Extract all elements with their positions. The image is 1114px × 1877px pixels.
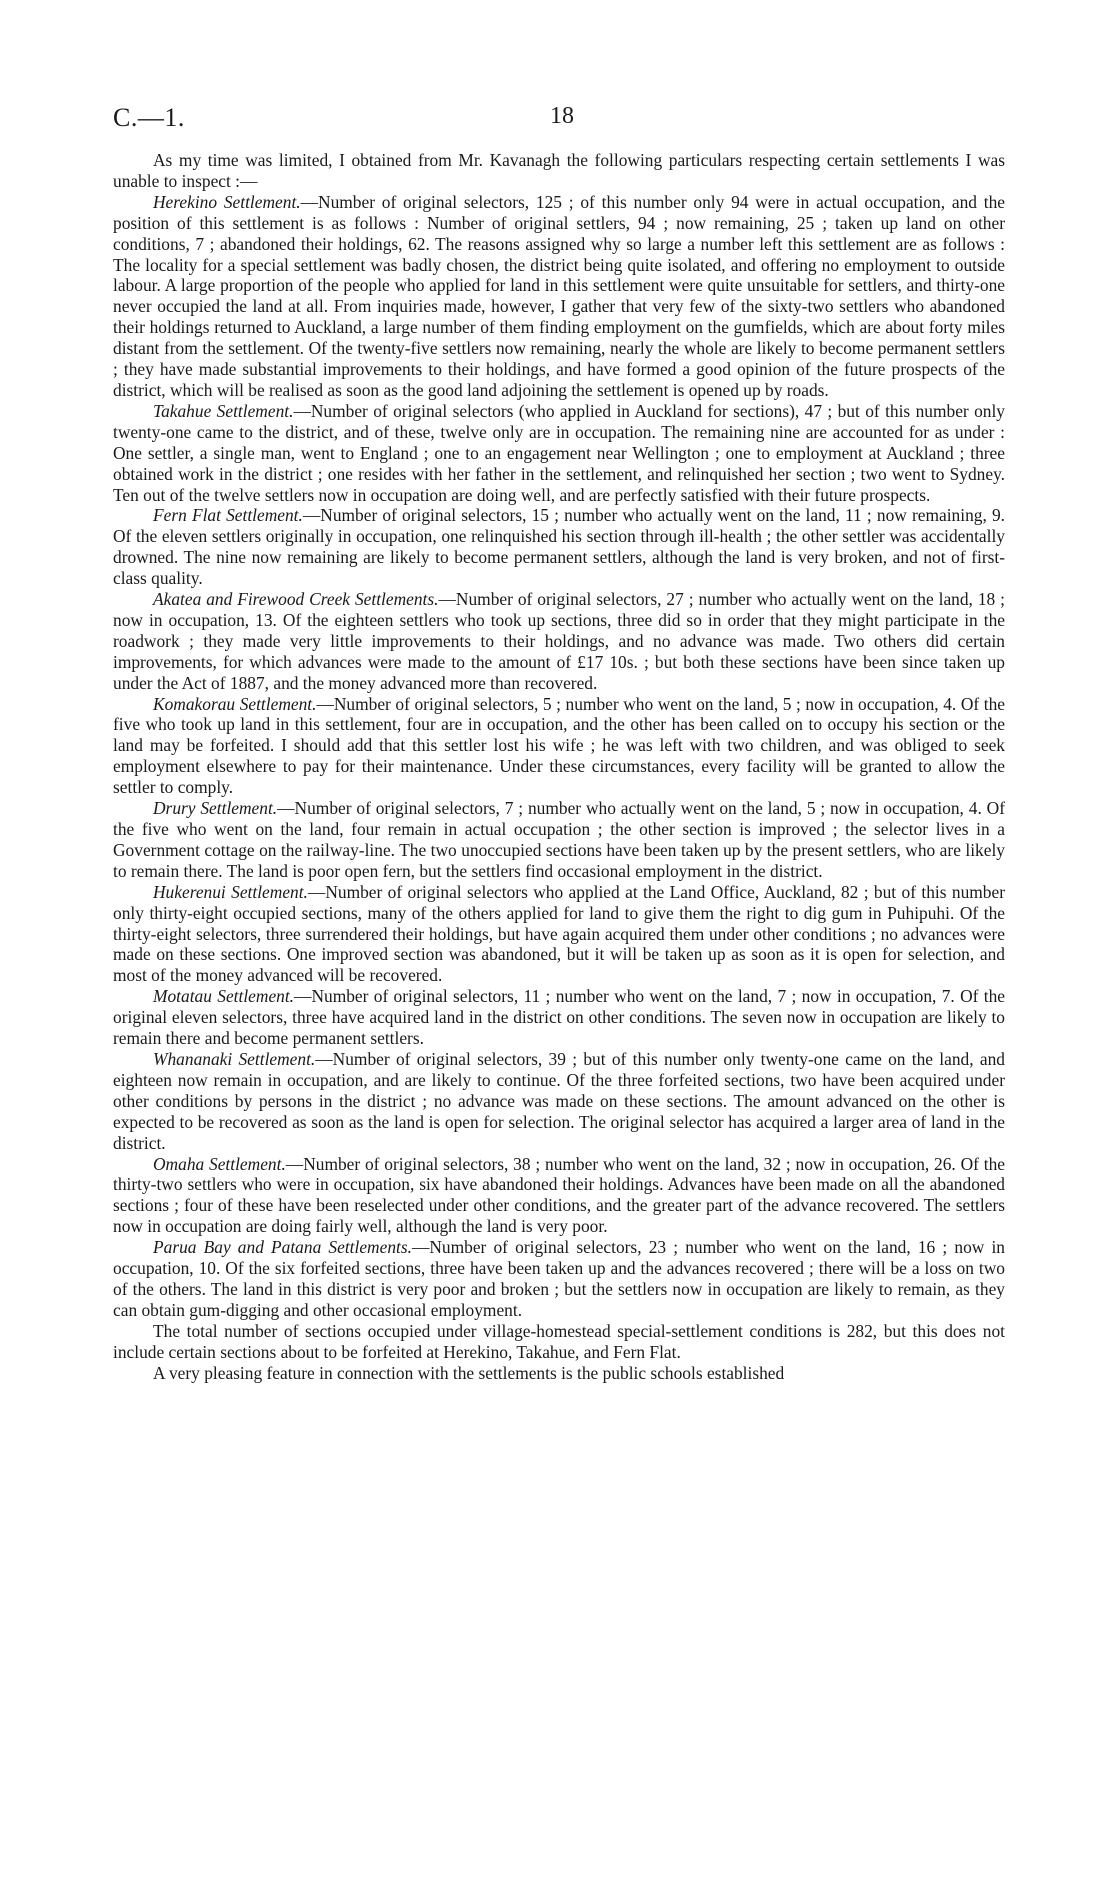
paragraph-hukerenui: Hukerenui Settlement.—Number of original selectors who applied at the Land Office, Auckland, 82 ; but of this number only thirty-eight occupied sections, many of the others applied for land to give them the right to dig gum in Puhipuhi. Of the thirty-eight selectors, three surrendered their holdings, but have again acquired them under other conditions ; no advances were made on these sections. One improved section was abandoned, but it will be taken up as soon as it is open for selection, and most of the money advanced will be recovered. — [113, 881, 1005, 986]
paragraph-herekino: Herekino Settlement.—Number of original selectors, 125 ; of this number only 94 were in actual occupation, and the position of this settlement is as follows : Number of original settlers, 94 ; now remaining, 25 ; taken up land on other conditions, 7 ; abandoned their holdings, 62. The reasons assigned why so large a number left this settlement are as follows : The locality for a special settlement was badly chosen, the district being quite isolated, and offering no employment to outside labour. A large proportion of the people who applied for land in this settlement were quite unsuitable for settlers, and thirty-one never occupied the land at all. From inquiries made, however, I gather that very few of the sixty-two settlers who abandoned their holdings returned to Auckland, a large number of them finding employment on the gumfields, which are about forty miles distant from the settlement. Of the twenty-five settlers now remaining, nearly the whole are likely to become permanent settlers ; they have made substantial improvements to their holdings, and have formed a good opinion of the future prospects of the district, which will be realised as soon as the good land adjoining the settlement is opened up by roads. — [113, 191, 1005, 400]
paragraph-fern-flat: Fern Flat Settlement.—Number of original selectors, 15 ; number who actually went on the land, 11 ; now remaining, 9. Of the eleven settlers originally in occupation, one relinquished his section through ill-health ; the other settler was accidentally drowned. The nine now remaining are likely to become permanent settlers, although the land is very broken, and not of first-class quality. — [113, 505, 1006, 589]
page-ref: C.—1. — [113, 103, 185, 132]
paragraph-whananaki: Whananaki Settlement.—Number of original selectors, 39 ; but of this number only twenty-one came on the land, and eighteen now remain in occupation, and are likely to continue. Of the three forfeited sections, two have been acquired under other conditions by persons in the district ; no advance was made on these sections. The amount advanced on the other is expected to be recovered as soon as the land is open for selection. The original selector has acquired a larger area of land in the district. — [113, 1048, 1005, 1153]
paragraph-schools: A very pleasing feature in connection with the settlements is the public schools established — [153, 1362, 785, 1383]
paragraph-motatau: Motatau Settlement.—Number of original selectors, 11 ; number who went on the land, 7 ; now in occupation, 7. Of the original eleven selectors, three have acquired land in the district on other conditions. The seven now in occupation are likely to remain there and become permanent settlers. — [113, 986, 1006, 1049]
page-number: 18 — [550, 103, 574, 129]
paragraph-intro: As my time was limited, I obtained from Mr. Kavanagh the following particulars respecting certain settlements I was unable to inspect :— — [113, 150, 1005, 191]
paragraph-drury: Drury Settlement.—Number of original selectors, 7 ; number who actually went on the land, 5 ; now in occupation, 4. Of the five who went on the land, four remain in actual occupation ; the other section is improved ; the selector lives in a Government cottage on the railway-line. The two unoccupied sections have been taken up by the present settlers, who are likely to remain there. The land is poor open fern, but the settlers find occasional employment in the district. — [113, 798, 1005, 881]
paragraph-komakorau: Komakorau Settlement.—Number of original selectors, 5 ; number who went on the land, 5 ; now in occupation, 4. Of the five who took up land in this settlement, four are in occupation, and the other has been called on to occupy his section or the land may be forfeited. I should add that this settler lost his wife ; he was left with two children, and was obliged to seek employment elsewhere to pay for their maintenance. Under these circumstances, every facility will be granted to allow the settler to comply. — [113, 693, 1005, 798]
report-body — [113, 150, 1005, 1383]
paragraph-total-sections: The total number of sections occupied under village-homestead special-settlement conditions is 282, but this does not include certain sections about to be forfeited at Herekino, Takahue, and Fern Flat. — [113, 1320, 1005, 1362]
paragraph-takahue: Takahue Settlement.—Number of original selectors (who applied in Auckland for sections), 47 ; but of this number only twenty-one came to the district, and of these, twelve only are in occupation. The remaining nine are accounted for as under : One settler, a single man, went to England ; one to an engagement near Wellington ; one to employment at Auckland ; three obtained work in the district ; one resides with her father in the settlement, and relinquished her section ; two went to Sydney. Ten out of the twelve settlers now in occupation are doing well, and are perfectly satisfied with their future prospects. — [113, 400, 1006, 505]
paragraph-parua-bay: Parua Bay and Patana Settlements.—Number of original selectors, 23 ; number who went on the land, 16 ; now in occupation, 10. Of the six forfeited sections, three have been taken up and the advances recovered ; there will be a loss on two of the others. The land in this district is very poor and broken ; but the settlers now in occupation are likely to remain, as they can obtain gum-digging and other occasional employment. — [113, 1237, 1005, 1320]
paragraph-akatea: Akatea and Firewood Creek Settlements.—Number of original selectors, 27 ; number who actually went on the land, 18 ; now in occupation, 13. Of the eighteen settlers who took up sections, three did so in order that they might participate in the roadwork ; they made very little improvements to their holdings, and no advance was made. Two others did certain improvements, for which advances were made to the amount of £17 10s. ; but both these sections have been since taken up under the Act of 1887, and the money advanced more than recovered. — [113, 589, 1005, 693]
paragraph-omaha: Omaha Settlement.—Number of original selectors, 38 ; number who went on the land, 32 ; now in occupation, 26. Of the thirty-two settlers who were in occupation, six have abandoned their holdings. Advances have been made on all the abandoned sections ; four of these have been reselected under other conditions, and the greater part of the advance recovered. The settlers now in occupation are doing fairly well, although the land is very poor. — [113, 1153, 1005, 1237]
